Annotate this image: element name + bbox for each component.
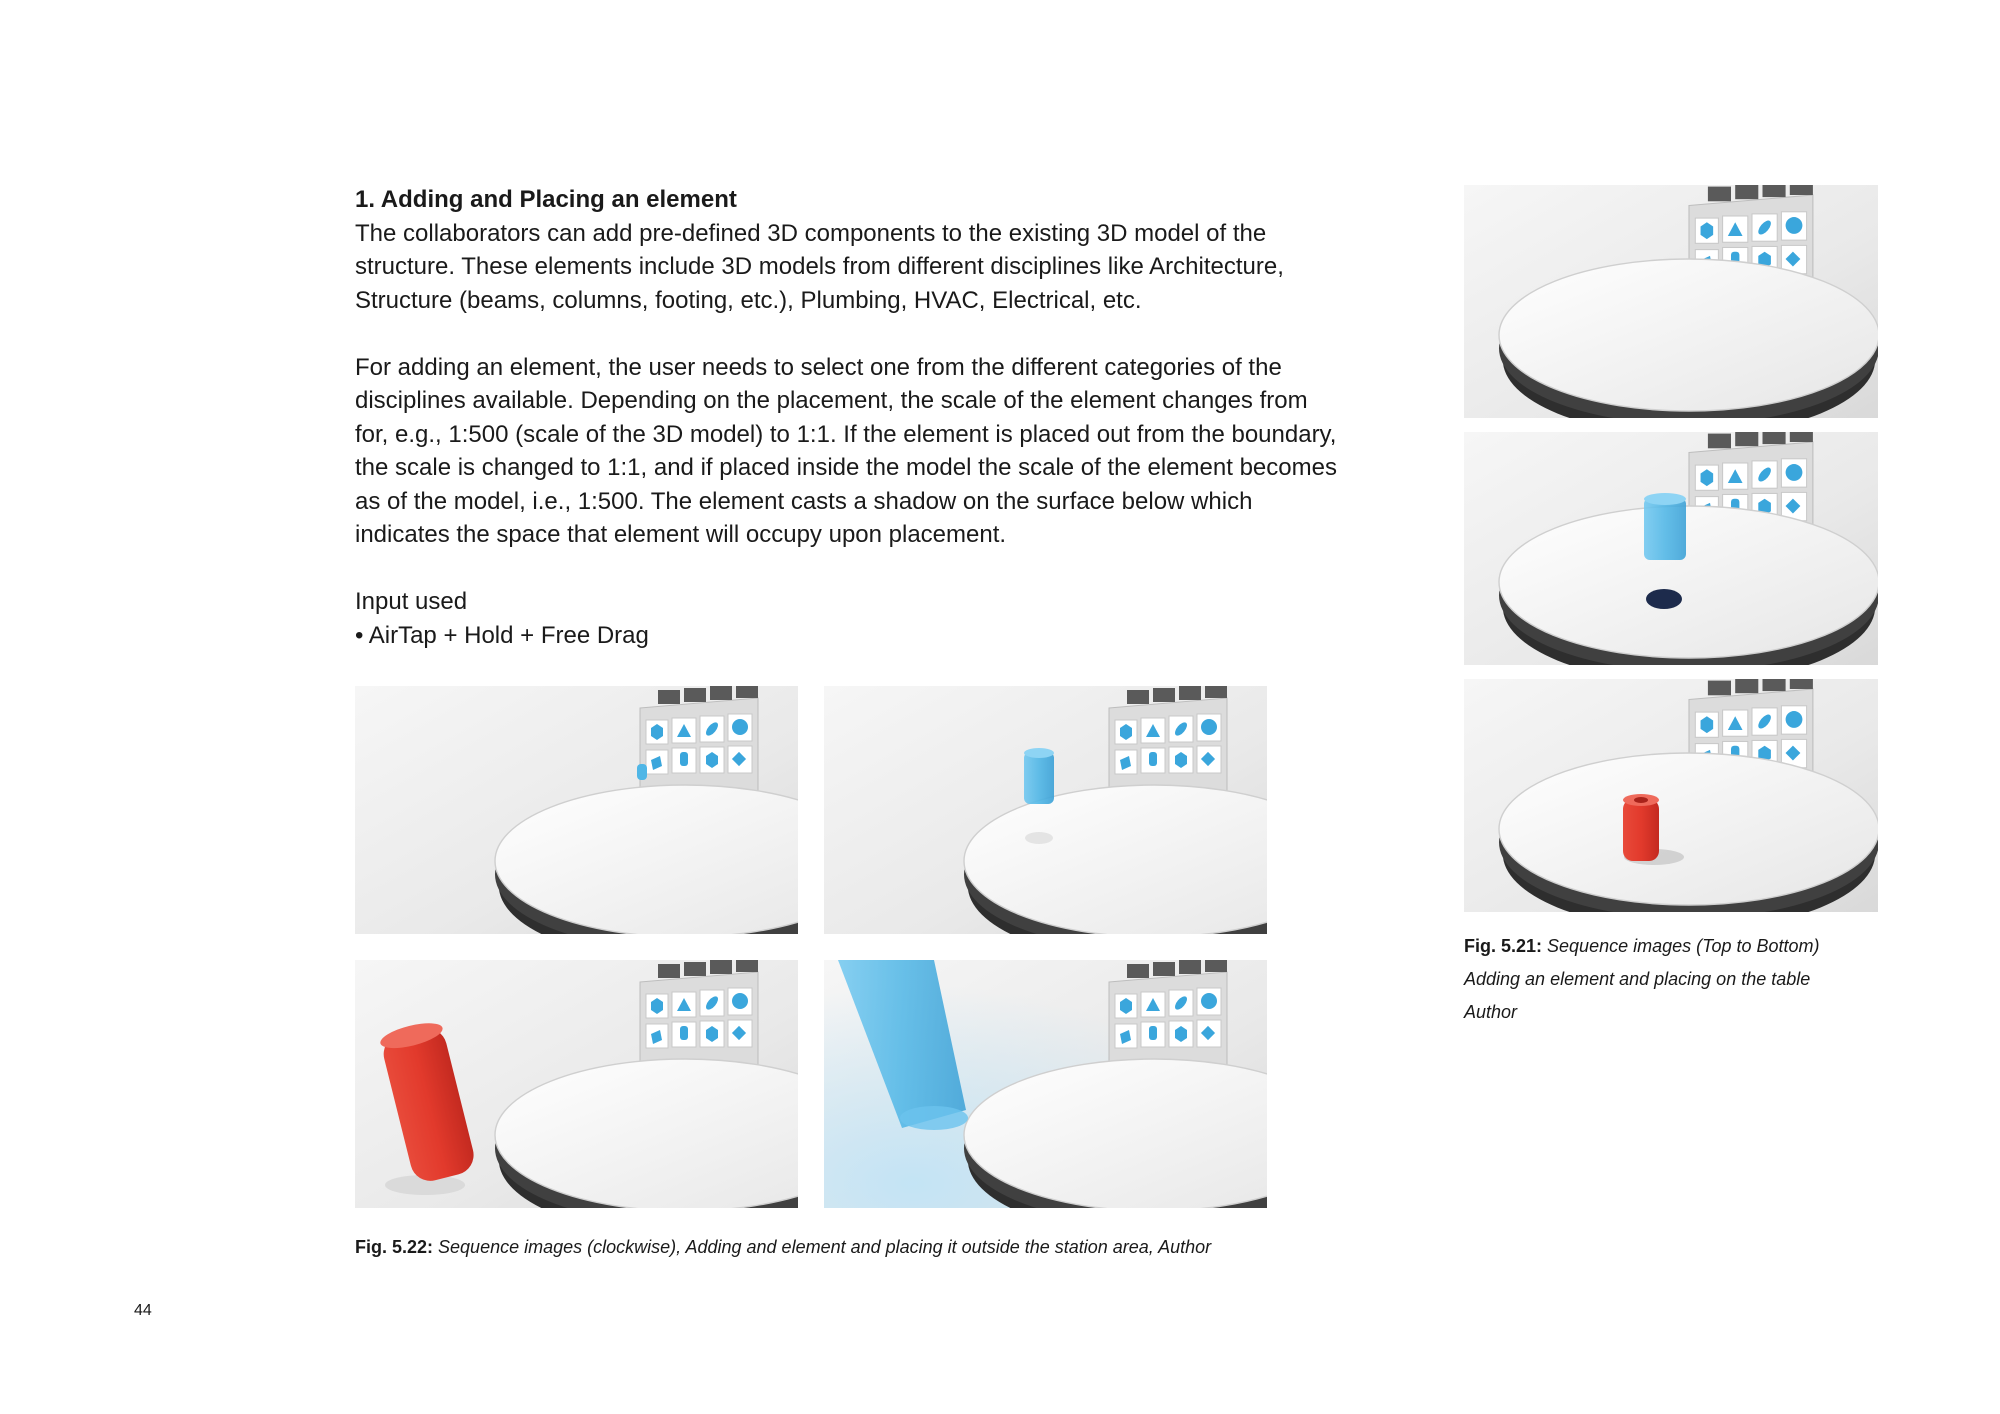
paragraph-adding: For adding an element, the user needs to select one from the different categories of the disciplines available. Depending on the placement, the scale of the element changes from for, e.g., 1:500 (scale of the 3D model) to 1:1. If the element is placed out from the boundary, the scale is changed to 1:1, and if placed inside the model the scale of the element becomes as of the model, i.e., 1:500. The element casts a shadow on the surface below which indicates the space that element will occupy upon placement. — [355, 353, 1337, 548]
fig521-caption — [1464, 930, 1884, 1029]
fig521-image-3 — [1464, 679, 1878, 912]
page-number: 44 — [134, 1302, 152, 1319]
fig522-caption — [355, 1231, 1355, 1264]
fig521-label: Fig. 5.21: — [1464, 936, 1543, 956]
fig521-line3: Author — [1464, 1002, 1518, 1022]
fig522-label: Fig. 5.22: — [355, 1237, 434, 1257]
fig522-text: Sequence images (clockwise), Adding and element and placing it outside the station area, Author — [433, 1237, 1212, 1257]
input-used-item: • AirTap + Hold + Free Drag — [355, 621, 649, 649]
text-column — [355, 183, 1340, 652]
fig522-image-3 — [355, 960, 798, 1208]
fig522-image-1 — [355, 686, 798, 934]
fig521-line1: Sequence images (Top to Bottom) — [1542, 936, 1820, 956]
fig522-image-2 — [824, 686, 1267, 934]
paragraph-intro: The collaborators can add pre-defined 3D components to the existing 3D model of the structure. These elements include 3D models from different disciplines like Architecture, Structure (beams, columns, footing, etc.), Plumbing, HVAC, Electrical, etc. — [355, 219, 1284, 314]
fig522-image-4 — [824, 960, 1267, 1208]
fig521-line2: Adding an element and placing on the table — [1464, 969, 1811, 989]
input-used-title: Input used — [355, 588, 468, 615]
section-heading: 1. Adding and Placing an element — [355, 186, 737, 213]
fig521-image-1 — [1464, 185, 1878, 418]
fig521-image-2 — [1464, 432, 1878, 665]
